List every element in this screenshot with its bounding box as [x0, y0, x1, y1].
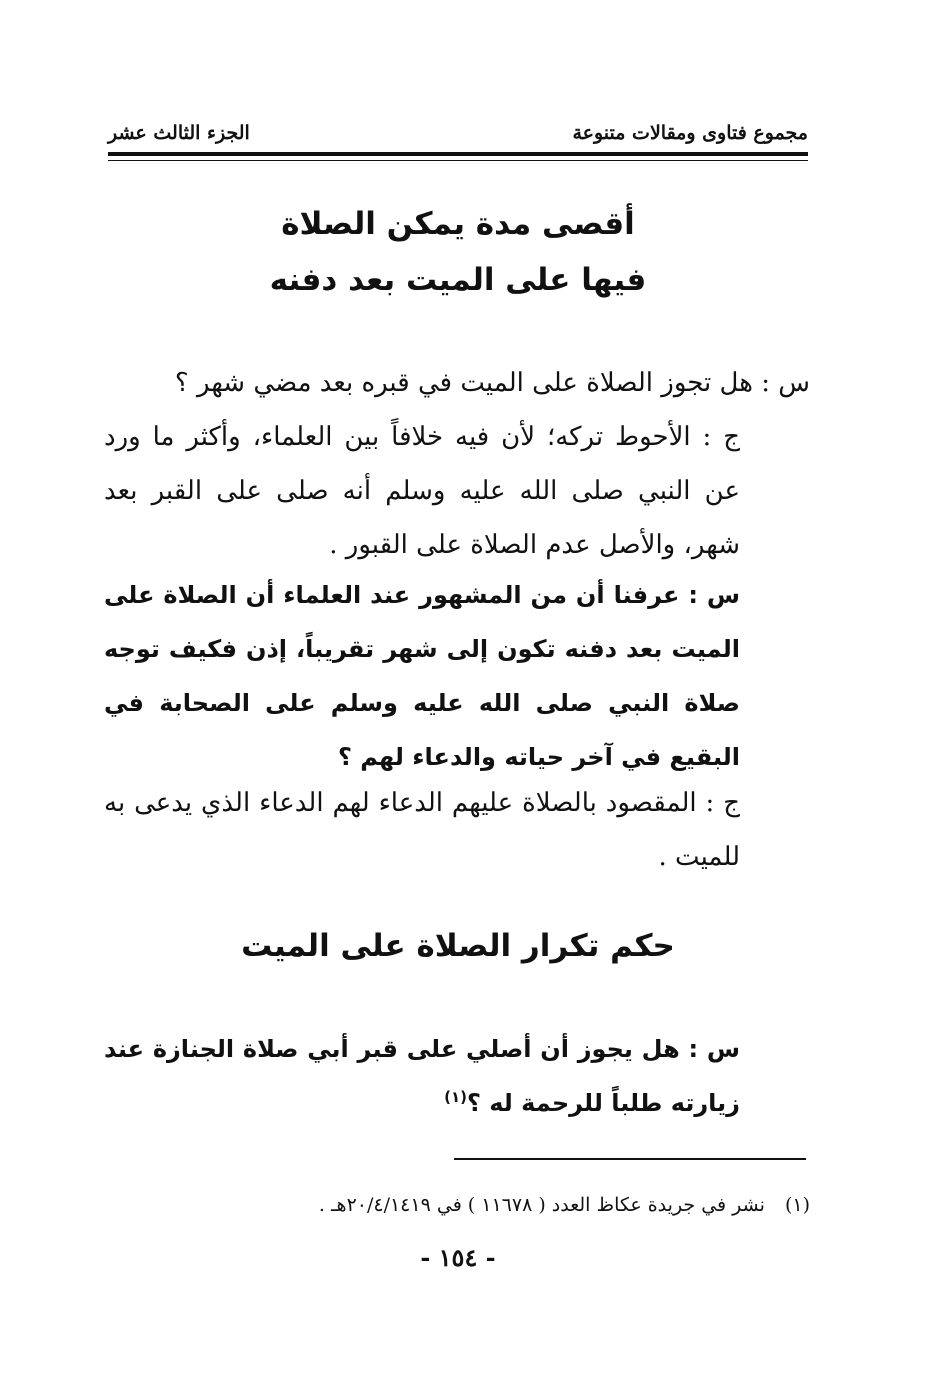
book-title: مجموع فتاوى ومقالات متنوعة: [572, 122, 808, 144]
running-header: [108, 118, 808, 148]
page-number: - ١٥٤ -: [420, 1243, 496, 1272]
footnote-text: نشر في جريدة عكاظ العدد ( ١١٦٧٨ ) في ٢٠/٤/١٤١٩هـ .: [318, 1194, 765, 1216]
question-3-text: س : هل يجوز أن أصلي على قبر أبي صلاة الجنازة عند زيارته طلباً للرحمة له ؟: [104, 1035, 740, 1117]
footnote-number: (١): [784, 1194, 810, 1216]
question-3: [104, 1022, 810, 1130]
header-rule-thick: [108, 152, 808, 156]
answer-2: ج : المقصود بالصلاة عليهم الدعاء لهم الدعاء الذي يدعى به للميت .: [104, 788, 740, 872]
footnote-reference: (١): [444, 1088, 467, 1106]
question-2: س : عرفنا أن من المشهور عند العلماء أن الصلاة على الميت بعد دفنه تكون إلى شهر تقريباً، إذن فكيف توجه صلاة النبي صلى الله عليه وسلم على الصحابة في البقيع في آخر حياته والدعاء لهم ؟: [104, 581, 740, 771]
section1-title-line1: أقصى مدة يمكن الصلاة: [281, 206, 635, 242]
header-rule-thin: [108, 160, 808, 161]
footnote: [108, 1188, 810, 1222]
section2-title: حكم تكرار الصلاة على الميت: [241, 928, 675, 964]
answer-1: ج : الأحوط تركه؛ لأن فيه خلافاً بين العلماء، وأكثر ما ورد عن النبي صلى الله عليه وسلم أنه صلى على القبر بعد شهر، والأصل عدم الصلاة على القبور .: [104, 422, 740, 560]
footnote-rule: [454, 1158, 806, 1160]
question-1: س : هل تجوز الصلاة على الميت في قبره بعد مضي شهر ؟: [174, 368, 810, 398]
section1-title-line2: فيها على الميت بعد دفنه: [269, 262, 647, 298]
volume-label: الجزء الثالث عشر: [108, 122, 250, 144]
